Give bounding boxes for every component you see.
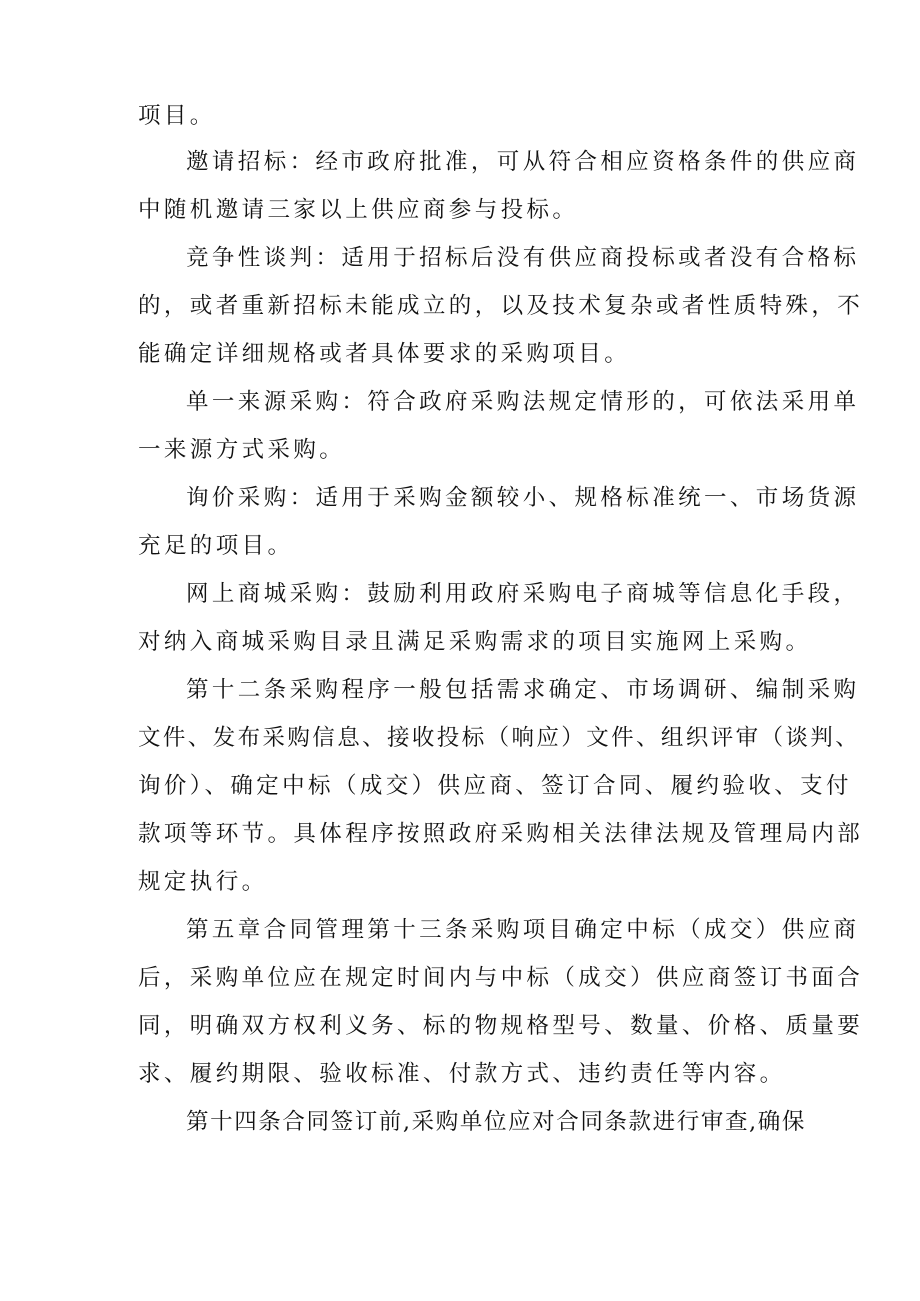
text-line: 中随机邀请三家以上供应商参与投标。 xyxy=(138,197,579,223)
paragraph-line: 单一来源采购：符合政府采购法规定情形的，可依法采用单 xyxy=(186,389,860,415)
paragraph-line: 网上商城采购：鼓励利用政府采购电子商城等信息化手段， xyxy=(186,581,860,607)
text-line: 规定执行。 xyxy=(138,869,268,895)
text-line: 后，采购单位应在规定时间内与中标（成交）供应商签订书面合 xyxy=(138,965,864,991)
text-line: 项目。 xyxy=(138,103,216,129)
text-line: 充足的项目。 xyxy=(138,533,294,559)
text-line: 同，明确双方权利义务、标的物规格型号、数量、价格、质量要 xyxy=(138,1013,864,1039)
paragraph-line: 第十四条合同签订前,采购单位应对合同条款进行审查,确保 xyxy=(186,1109,807,1135)
text-line: 文件、发布采购信息、接收投标（响应）文件、组织评审（谈判、 xyxy=(138,725,861,751)
text-line: 询价）、确定中标（成交）供应商、签订合同、履约验收、支付 xyxy=(138,773,852,799)
text-line: 求、履约期限、验收标准、付款方式、违约责任等内容。 xyxy=(138,1061,786,1087)
paragraph-line: 第十二条采购程序一般包括需求确定、市场调研、编制采购 xyxy=(186,677,860,703)
text-line: 能确定详细规格或者具体要求的采购项目。 xyxy=(138,341,631,367)
paragraph-line: 竞争性谈判：适用于招标后没有供应商投标或者没有合格标 xyxy=(186,245,860,271)
text-line: 一来源方式采购。 xyxy=(138,437,346,463)
paragraph-line: 邀请招标：经市政府批准，可从符合相应资格条件的供应商 xyxy=(186,149,860,175)
paragraph-line: 第五章合同管理第十三条采购项目确定中标（成交）供应商 xyxy=(186,917,860,943)
text-line: 的，或者重新招标未能成立的，以及技术复杂或者性质特殊，不 xyxy=(138,293,864,319)
text-line: 款项等环节。具体程序按照政府采购相关法律法规及管理局内部 xyxy=(138,821,864,847)
paragraph-line: 询价采购：适用于采购金额较小、规格标准统一、市场货源 xyxy=(186,485,860,511)
text-line: 对纳入商城采购目录且满足采购需求的项目实施网上采购。 xyxy=(138,629,812,655)
